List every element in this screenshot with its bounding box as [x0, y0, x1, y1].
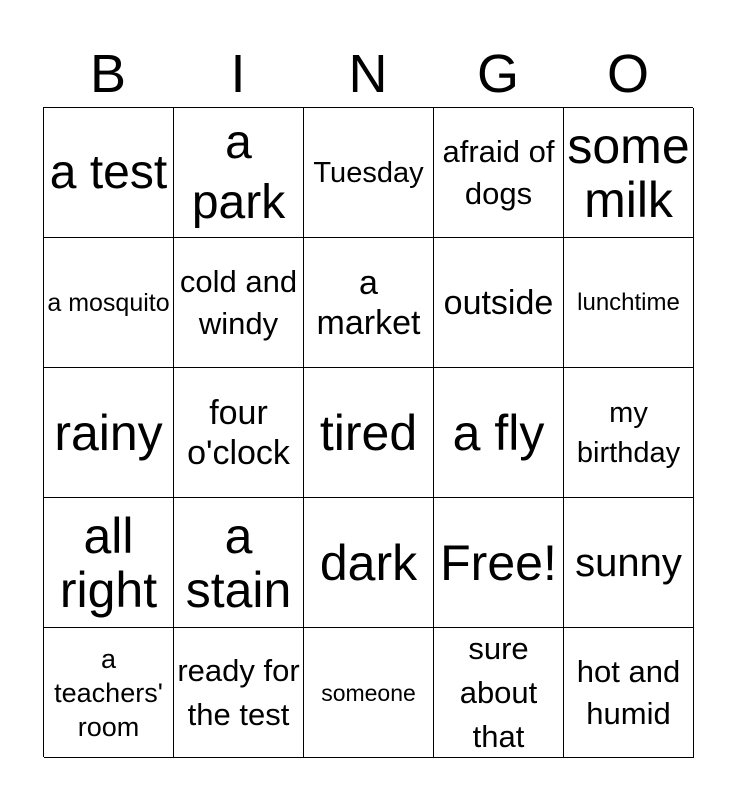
bingo-cell-r1-c2[interactable]: [174, 108, 304, 238]
bingo-cell-r1-c5[interactable]: [564, 108, 694, 238]
cell-text: outside: [443, 283, 554, 322]
bingo-cell-r3-c1[interactable]: [44, 368, 174, 498]
bingo-cell-r2-c2[interactable]: [174, 238, 304, 368]
cell-text: sunny: [575, 540, 682, 585]
cell-text: a test: [49, 145, 168, 199]
bingo-cell-r1-c3[interactable]: [304, 108, 434, 238]
cell-text: Free!: [440, 534, 557, 591]
bingo-cell-r3-c2[interactable]: [174, 368, 304, 498]
cell-text: afraid of dogs: [442, 133, 555, 211]
bingo-cell-r3-c4[interactable]: [434, 368, 564, 498]
bingo-cell-r5-c2[interactable]: [174, 628, 304, 758]
cell-text: all right: [59, 507, 158, 618]
bingo-cell-r5-c1[interactable]: [44, 628, 174, 758]
bingo-cell-r1-c4[interactable]: [434, 108, 564, 238]
cell-text: cold and windy: [179, 263, 298, 341]
bingo-card-grid: [43, 107, 693, 757]
header-letter-g: G: [476, 44, 519, 104]
bingo-header: [43, 44, 693, 104]
cell-text: a market: [316, 263, 421, 342]
cell-text: someone: [321, 679, 416, 706]
cell-text: my birthday: [576, 396, 681, 469]
cell-text: a park: [191, 115, 286, 229]
bingo-cell-r2-c1[interactable]: [44, 238, 174, 368]
bingo-cell-r2-c4[interactable]: [434, 238, 564, 368]
cell-text: lunchtime: [577, 288, 680, 316]
bingo-cell-r4-c3[interactable]: [304, 498, 434, 628]
bingo-cell-r4-c5[interactable]: [564, 498, 694, 628]
cell-text: four o'clock: [187, 393, 290, 472]
header-letter-n: N: [348, 44, 388, 104]
bingo-cell-r3-c5[interactable]: [564, 368, 694, 498]
bingo-cell-r1-c1[interactable]: [44, 108, 174, 238]
bingo-cell-r5-c4[interactable]: [434, 628, 564, 758]
cell-text: a fly: [452, 404, 545, 461]
cell-text: sure about that: [459, 630, 538, 754]
bingo-cell-r2-c3[interactable]: [304, 238, 434, 368]
header-letter-o: O: [606, 44, 649, 104]
cell-text: a stain: [185, 507, 292, 618]
cell-text: hot and humid: [576, 653, 681, 731]
cell-text: Tuesday: [313, 156, 424, 189]
cell-text: rainy: [54, 404, 163, 461]
bingo-cell-r4-c1[interactable]: [44, 498, 174, 628]
bingo-cell-r4-c2[interactable]: [174, 498, 304, 628]
header-letter-i: I: [230, 44, 246, 104]
bingo-cell-r5-c5[interactable]: [564, 628, 694, 758]
cell-text: some milk: [567, 117, 690, 228]
header-letter-b: B: [89, 44, 127, 104]
cell-text: ready for the test: [177, 652, 300, 732]
bingo-cell-r3-c3[interactable]: [304, 368, 434, 498]
cell-text: dark: [319, 534, 418, 591]
cell-text: tired: [319, 404, 418, 461]
cell-text: a mosquito: [47, 288, 170, 317]
bingo-cell-free-space[interactable]: [434, 498, 564, 628]
bingo-cell-r5-c3[interactable]: [304, 628, 434, 758]
cell-text: a teachers' room: [54, 643, 163, 742]
bingo-cell-r2-c5[interactable]: [564, 238, 694, 368]
